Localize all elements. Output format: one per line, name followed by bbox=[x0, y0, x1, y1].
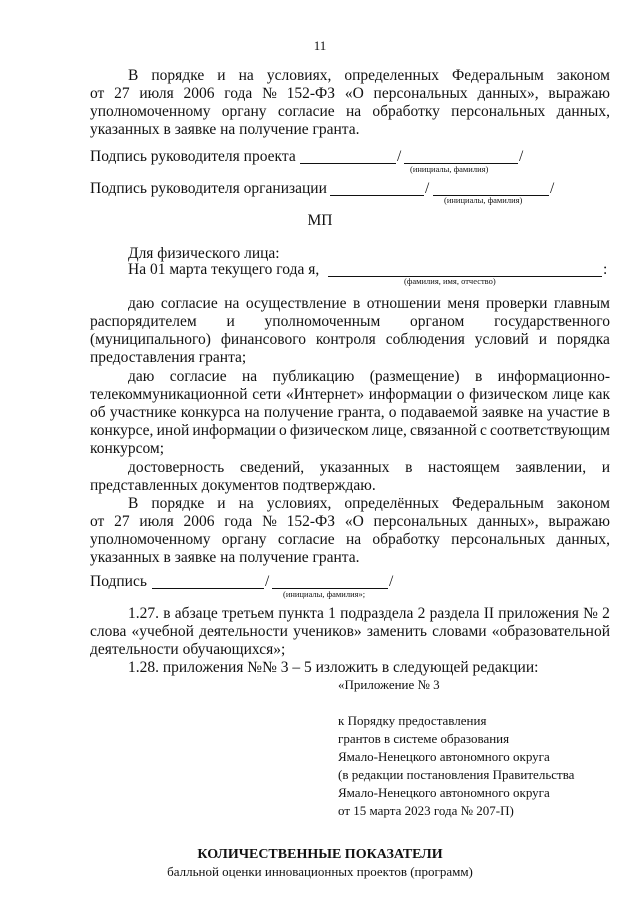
individual-line: На 01 марта текущего года я, bbox=[128, 261, 320, 278]
p1-line1 bbox=[128, 67, 610, 85]
appendix-line: Ямало-Ненецкого автономного округа bbox=[338, 749, 550, 764]
amend-e3: деятельности обучающихся»; bbox=[90, 641, 286, 658]
word: 2006 bbox=[183, 85, 215, 102]
word: органу bbox=[221, 103, 267, 120]
consent-d1 bbox=[128, 495, 610, 513]
word: о bbox=[388, 404, 397, 421]
stamp-mark: МП bbox=[307, 212, 333, 229]
word: органом bbox=[410, 313, 465, 330]
word: заявке bbox=[482, 404, 524, 421]
sign1-signature-blank[interactable] bbox=[300, 149, 396, 164]
word: участнике bbox=[109, 404, 177, 421]
word: порядке bbox=[151, 67, 205, 84]
word: достоверность bbox=[128, 459, 225, 476]
word: согласие bbox=[169, 368, 227, 385]
appendix-line: (в редакции постановления Правительства bbox=[338, 767, 575, 782]
word: в bbox=[163, 605, 171, 622]
p1-line2 bbox=[90, 85, 610, 103]
word: раздела bbox=[429, 605, 480, 622]
word: данных», bbox=[477, 85, 539, 102]
word: уполномоченному bbox=[90, 531, 211, 548]
word: согласие bbox=[160, 295, 218, 312]
word: конкурсе, bbox=[90, 422, 154, 439]
sign1-name-blank[interactable] bbox=[404, 149, 518, 164]
word: и bbox=[226, 313, 235, 330]
word: заменить bbox=[366, 623, 427, 640]
word: подраздела bbox=[340, 605, 414, 622]
word: № bbox=[583, 605, 598, 622]
word: от bbox=[90, 85, 105, 102]
word: информации bbox=[192, 422, 276, 439]
word: получение bbox=[263, 404, 334, 421]
word: «О bbox=[344, 85, 364, 102]
word: 27 bbox=[114, 513, 130, 530]
word: иной bbox=[156, 422, 190, 439]
sign3-hint: (инициалы, фамилия»; bbox=[283, 589, 366, 599]
sign2-hint: (инициалы, фамилия) bbox=[444, 195, 523, 205]
word: слова bbox=[90, 623, 127, 640]
word: сети bbox=[252, 386, 282, 403]
consent-b3 bbox=[90, 404, 610, 422]
word: и bbox=[538, 331, 548, 348]
sign1-slash2: / bbox=[519, 148, 524, 165]
word: № bbox=[262, 513, 277, 530]
appendix-line: грантов в системе образования bbox=[338, 731, 510, 746]
consent-c2: представленных документов подтверждаю. bbox=[90, 477, 376, 494]
word: лице, bbox=[371, 422, 407, 439]
word: о bbox=[278, 422, 287, 439]
word: В bbox=[128, 67, 139, 84]
word: на bbox=[224, 295, 240, 312]
word: меня bbox=[447, 295, 480, 312]
word: конкурса bbox=[180, 404, 241, 421]
word: 1 bbox=[328, 605, 336, 622]
word: порядке bbox=[151, 495, 205, 512]
p1-line3 bbox=[90, 103, 610, 121]
word: обработку bbox=[372, 531, 440, 548]
word: о bbox=[456, 386, 465, 403]
word: Федеральным bbox=[452, 67, 544, 84]
word: (муниципального) bbox=[90, 331, 211, 348]
word: отношении bbox=[366, 295, 441, 312]
sign2-signature-blank[interactable] bbox=[330, 181, 424, 196]
word: подаваемой bbox=[400, 404, 478, 421]
consent-d4: указанных в заявке на получение гранта. bbox=[90, 549, 360, 566]
word: «образовательной bbox=[491, 623, 610, 640]
sign1-label: Подпись руководителя проекта bbox=[90, 148, 296, 165]
word: участие bbox=[547, 404, 599, 421]
fullname-hint: (фамилия, имя, отчество) bbox=[404, 276, 496, 286]
word: условиях, bbox=[266, 495, 332, 512]
word: информации bbox=[368, 386, 453, 403]
word: деятельности bbox=[199, 623, 288, 640]
appendix-line: к Порядку предоставления bbox=[338, 713, 487, 728]
word: заявлении, bbox=[515, 459, 587, 476]
word: года bbox=[224, 85, 253, 102]
word: даю bbox=[128, 295, 155, 312]
word: финансового bbox=[220, 331, 306, 348]
sign2-name-blank[interactable] bbox=[433, 181, 549, 196]
word: приложения bbox=[498, 605, 579, 622]
amend-e1 bbox=[128, 605, 610, 623]
sign3-label: Подпись bbox=[90, 573, 147, 590]
word: на bbox=[345, 103, 362, 120]
word: порядка bbox=[556, 331, 610, 348]
sign3-slash1: / bbox=[265, 573, 270, 590]
word: как bbox=[588, 386, 610, 403]
word: года bbox=[224, 513, 253, 530]
sign3-name-blank[interactable] bbox=[272, 574, 388, 589]
word: настоящем bbox=[428, 459, 500, 476]
amend-e2 bbox=[90, 623, 610, 641]
word: II bbox=[483, 605, 495, 622]
word: об bbox=[90, 404, 106, 421]
fullname-blank[interactable] bbox=[328, 262, 602, 277]
word: осуществление bbox=[245, 295, 347, 312]
word: на bbox=[242, 368, 258, 385]
word: персональных bbox=[373, 513, 468, 530]
word: 152-ФЗ bbox=[286, 85, 336, 102]
word: государственного bbox=[494, 313, 610, 330]
word: выражаю bbox=[548, 85, 610, 102]
word: на bbox=[238, 67, 254, 84]
word: «учебной bbox=[131, 623, 194, 640]
word: 2006 bbox=[183, 513, 215, 530]
word: 27 bbox=[114, 85, 130, 102]
page-number: 11 bbox=[313, 38, 327, 53]
sign1-slash1: / bbox=[397, 148, 402, 165]
word: гранта, bbox=[337, 404, 385, 421]
consent-b5: конкурсом; bbox=[90, 440, 165, 457]
word: 152-ФЗ bbox=[286, 513, 336, 530]
consent-a2 bbox=[90, 313, 610, 331]
word: № bbox=[262, 85, 277, 102]
word: определенных bbox=[344, 67, 439, 84]
consent-b2 bbox=[90, 386, 610, 404]
word: согласие bbox=[277, 531, 335, 548]
word: от bbox=[90, 513, 105, 530]
word: данных, bbox=[556, 531, 610, 548]
word: лице bbox=[552, 386, 584, 403]
word: выражаю bbox=[548, 513, 610, 530]
consent-a1 bbox=[128, 295, 610, 313]
consent-b4 bbox=[90, 422, 610, 440]
word: обработку bbox=[372, 103, 440, 120]
word: условий bbox=[474, 331, 529, 348]
word: третьем bbox=[221, 605, 275, 622]
individual-title: Для физического лица: bbox=[128, 245, 280, 262]
word: «О bbox=[344, 513, 364, 530]
word: главным bbox=[553, 295, 610, 312]
appendix-line: от 15 марта 2023 года № 207-П) bbox=[338, 803, 514, 818]
word: определённых bbox=[344, 495, 439, 512]
word: контроля bbox=[315, 331, 376, 348]
word: информационно- bbox=[497, 368, 610, 385]
word: с bbox=[479, 422, 487, 439]
consent-d2 bbox=[90, 513, 610, 531]
word: соблюдения bbox=[385, 331, 465, 348]
word: согласие bbox=[277, 103, 335, 120]
section-heading: КОЛИЧЕСТВЕННЫЕ ПОКАЗАТЕЛИ bbox=[197, 847, 443, 862]
sign3-signature-blank[interactable] bbox=[152, 574, 264, 589]
word: (размещение) bbox=[369, 368, 460, 385]
sign2-slash2: / bbox=[550, 180, 555, 197]
consent-b1 bbox=[128, 368, 610, 386]
word: органу bbox=[221, 531, 267, 548]
word: персональных bbox=[451, 103, 546, 120]
sign1-hint: (инициалы, фамилия) bbox=[410, 164, 489, 174]
word: июля bbox=[139, 85, 174, 102]
word: 2 bbox=[602, 605, 610, 622]
word: в bbox=[602, 404, 610, 421]
word: уполномоченным bbox=[264, 313, 381, 330]
word: на bbox=[345, 531, 362, 548]
word: «Интернет» bbox=[285, 386, 365, 403]
sign2-label: Подпись руководителя организации bbox=[90, 180, 327, 197]
word: на bbox=[244, 404, 260, 421]
word: 1.27. bbox=[128, 605, 159, 622]
appendix-title: «Приложение № 3 bbox=[338, 677, 440, 692]
word: проверки bbox=[485, 295, 548, 312]
word: в bbox=[405, 459, 413, 476]
consent-c1 bbox=[128, 459, 610, 477]
word: и bbox=[217, 495, 226, 512]
consent-a3 bbox=[90, 331, 610, 349]
word: абзаце bbox=[174, 605, 218, 622]
section-subheading: балльной оценки инновационных проектов (программ) bbox=[167, 864, 473, 879]
word: персональных bbox=[373, 85, 468, 102]
word: июля bbox=[139, 513, 174, 530]
word: указанных bbox=[319, 459, 390, 476]
word: и bbox=[601, 459, 610, 476]
individual-colon: : bbox=[603, 261, 608, 278]
word: 2 bbox=[417, 605, 426, 622]
word: учеников» bbox=[293, 623, 362, 640]
word: в bbox=[352, 295, 361, 312]
sign3-slash2: / bbox=[389, 573, 394, 590]
word: в bbox=[474, 368, 483, 385]
word: на bbox=[527, 404, 543, 421]
word: телекоммуникационной bbox=[90, 386, 248, 403]
word: словами bbox=[432, 623, 487, 640]
word: Федеральным bbox=[452, 495, 544, 512]
word: условиях, bbox=[266, 67, 332, 84]
word: соответствующим bbox=[490, 422, 610, 439]
word: данных, bbox=[556, 103, 610, 120]
sign2-slash1: / bbox=[425, 180, 430, 197]
word: данных», bbox=[477, 513, 539, 530]
word: даю bbox=[128, 368, 155, 385]
word: и bbox=[217, 67, 226, 84]
word: связанной bbox=[410, 422, 477, 439]
word: публикацию bbox=[272, 368, 355, 385]
word: сведений, bbox=[239, 459, 305, 476]
amend-f1: 1.28. приложения №№ 3 – 5 изложить в следующей редакции: bbox=[128, 659, 539, 676]
word: законом bbox=[556, 495, 610, 512]
word: пункта bbox=[278, 605, 324, 622]
consent-a4: предоставления гранта; bbox=[90, 349, 247, 366]
word: распорядителем bbox=[90, 313, 197, 330]
appendix-line: Ямало-Ненецкого автономного округа bbox=[338, 785, 550, 800]
word: физическом bbox=[289, 422, 369, 439]
word: уполномоченному bbox=[90, 103, 211, 120]
consent-d3 bbox=[90, 531, 610, 549]
word: законом bbox=[556, 67, 610, 84]
p1-line4: указанных в заявке на получение гранта. bbox=[90, 121, 360, 138]
word: персональных bbox=[451, 531, 546, 548]
word: на bbox=[238, 495, 254, 512]
word: В bbox=[128, 495, 139, 512]
word: физическом bbox=[469, 386, 548, 403]
